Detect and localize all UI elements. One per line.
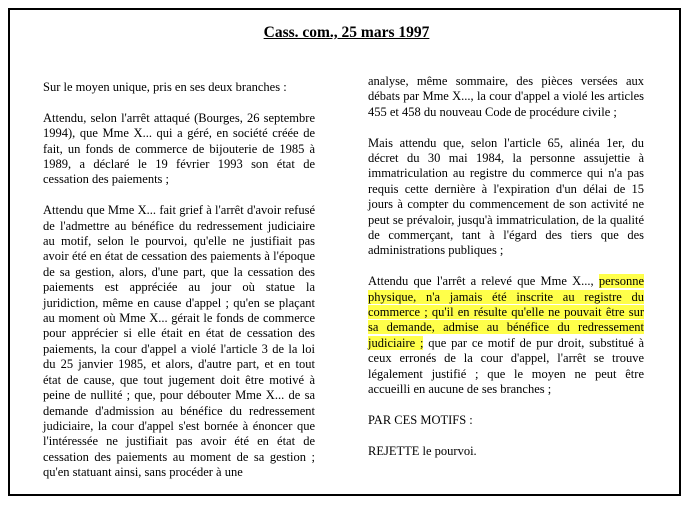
paragraph-par-ces-motifs: PAR CES MOTIFS :	[368, 412, 473, 427]
paragraph-rejette: REJETTE le pourvoi.	[368, 443, 477, 458]
paragraph-attendu-arret	[368, 274, 644, 397]
paragraph-grief: Attendu que Mme X... fait grief à l'arrêt d'avoir refusé de l'admettre au bénéfice du redressement judiciaire au motif, selon le pourvoi, qu'elle ne justifiait pas avoir été en état de cessation des paiements à l'époque de sa gestion, alors, d'une part, que la cessation des paiements est appréciée au jour où statue la juridiction, même en cause d'appel ; qu'en se plaçant au moment où Mme X... gérait le fonds de commerce pour apprécier si elle était en état de cessation des paiements, la cour d'appel a violé l'article 3 de la loi du 25 janvier 1985, et alors, d'autre part, et en tout état de cause, que tout jugement doit être motivé à peine de nullité ; que, pour débouter Mme X... de sa demande d'admission au bénéfice du redressement judiciaire, la cour d'appel s'est bornée à énoncer que l'intéressée ne justifiait pas avoir été en état de cessation des paiements au moment de sa gestion ; qu'en statuant ainsi, sans procéder à une	[43, 203, 315, 480]
text-before-highlight: Attendu que l'arrêt a relevé que Mme X...,	[368, 274, 599, 289]
left-column	[43, 80, 315, 481]
text-after-highlight: que par ce motif de pur droit, substitué à ceux erronés de la cour d'appel, l'arrêt se trouve légalement justifié ; que le moyen ne peut être accueilli en aucune de ses branches ;	[368, 335, 645, 397]
right-column	[368, 74, 644, 474]
paragraph-mais-attendu: Mais attendu que, selon l'article 65, alinéa 1er, du décret du 30 mai 1984, la personne assujettie à immatriculation au registre du commerce qui n'a pas requis cette dernière à l'expiration d'un délai de 15 jours à compter du commencement de son activité ne peut se prévaloir, jusqu'à immatriculation, de la qualité de commerçant, tant à l'égard des tiers que des administrations publiques ;	[368, 135, 644, 258]
paragraph-analyse: analyse, même sommaire, des pièces versées aux débats par Mme X..., la cour d'appel a violé les articles 455 et 458 du nouveau Code de procédure civile ;	[368, 74, 644, 119]
document-title: Cass. com., 25 mars 1997	[263, 24, 430, 41]
paragraph-moyen: Sur le moyen unique, pris en ses deux branches :	[43, 80, 287, 94]
document-frame	[8, 8, 681, 496]
highlighted-passage: personne physique, n'a jamais été inscrite au registre du commerce ; qu'il en résulte qu'elle ne pouvait être sur sa demande, admise au bénéfice du redressement judiciaire ;	[368, 274, 644, 350]
paragraph-attendu-selon: Attendu, selon l'arrêt attaqué (Bourges, 26 septembre 1994), que Mme X... qui a géré, en société créée de fait, un fonds de commerce de bijouterie de 1985 à 1989, a déclaré le 19 février 1993 son état de cessation des paiements ;	[43, 110, 315, 187]
